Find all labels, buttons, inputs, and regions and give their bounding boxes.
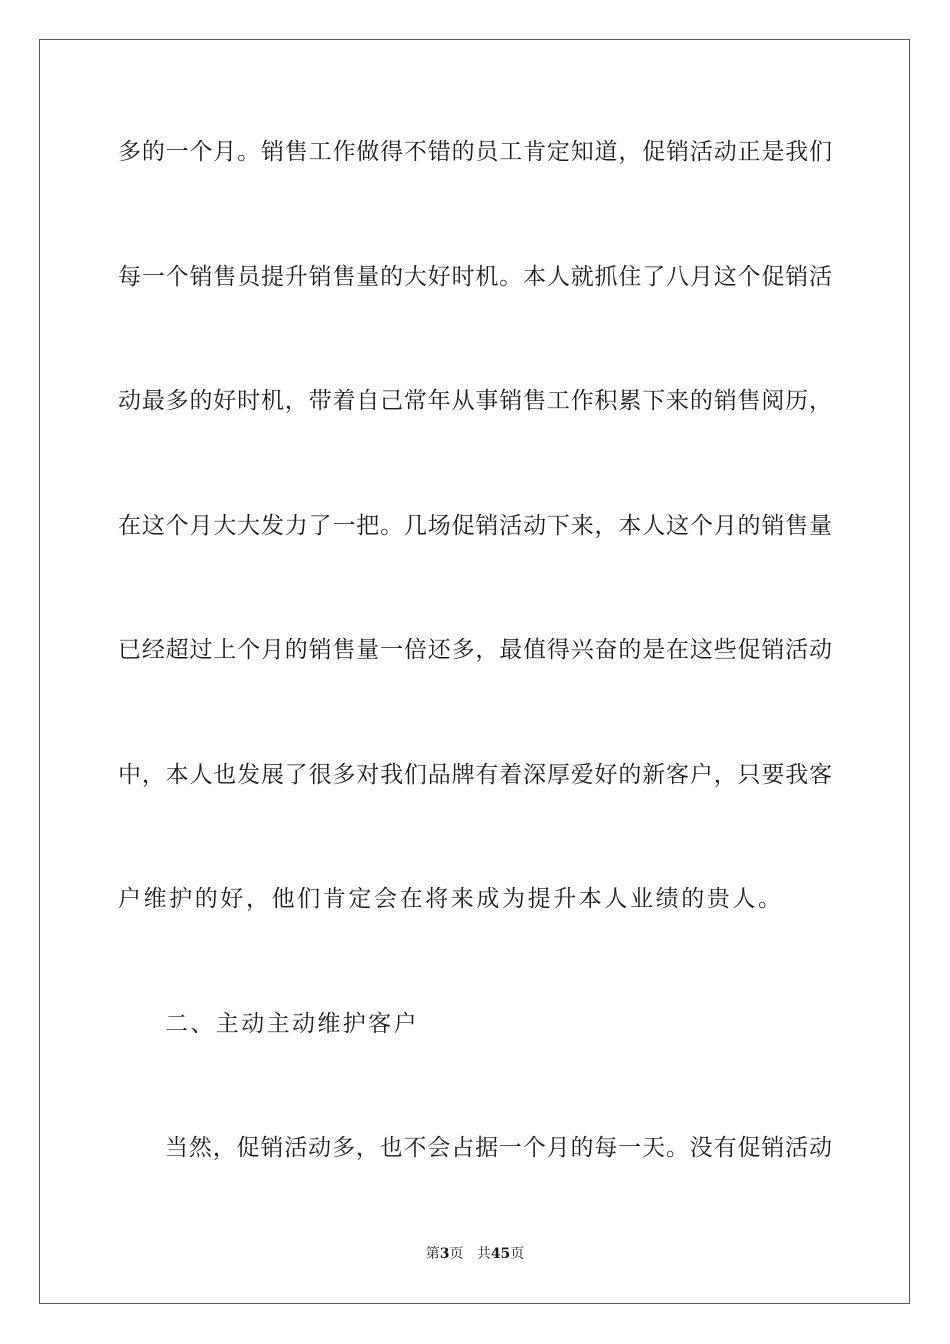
footer-total-prefix: 共 [476,1246,491,1262]
paragraph-continuation-line: 当然，促销活动多，也不会占据一个月的每一天。没有促销活动 [165,1135,832,1161]
paragraph-line-2: 每一个销售员提升销售量的大好时机。本人就抓住了八月这个促销活 [118,264,832,290]
paragraph-line-3: 动最多的好时机，带着自己常年从事销售工作积累下来的销售阅历， [118,388,832,414]
paragraph-line-4: 在这个月大大发力了一把。几场促销活动下来，本人这个月的销售量 [118,513,832,539]
section-heading: 二、主动主动维护客户 [165,1011,419,1037]
paragraph-line-1: 多的一个月。销售工作做得不错的员工肯定知道，促销活动正是我们 [118,139,832,165]
paragraph-line-6: 中，本人也发展了很多对我们品牌有着深厚爱好的新客户，只要我客 [118,762,832,788]
footer-total-suffix: 页 [510,1246,525,1262]
current-page-number: 3 [439,1246,450,1262]
page-border [39,39,910,1304]
footer-page-suffix: 页 [449,1246,464,1262]
footer-prefix: 第 [425,1246,440,1262]
paragraph-line-5: 已经超过上个月的销售量一倍还多，最值得兴奋的是在这些促销活动 [118,637,832,663]
page-footer [0,1245,950,1263]
paragraph-line-7: 户维护的好，他们肯定会在将来成为提升本人业绩的贵人。 [118,886,784,912]
total-page-count: 45 [490,1246,511,1262]
